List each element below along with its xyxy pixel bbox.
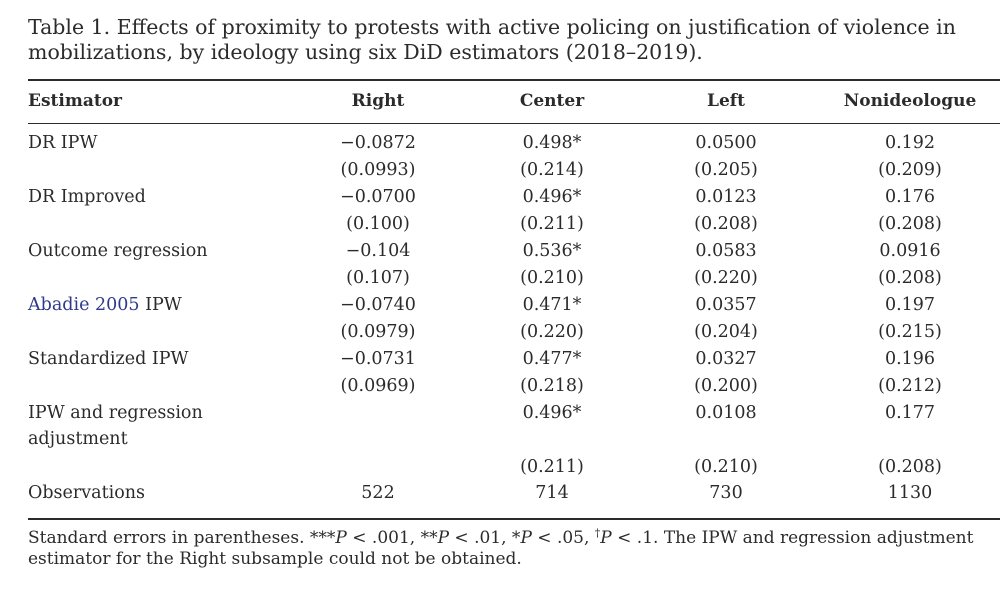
cell-left-se: (0.208) bbox=[694, 214, 758, 234]
cell-right-se: (0.0969) bbox=[340, 376, 416, 396]
header-estimator: Estimator bbox=[28, 91, 122, 111]
row-label: Standardized IPW bbox=[28, 349, 189, 369]
cell-right: −0.104 bbox=[345, 241, 411, 261]
cell-center: 0.496* bbox=[522, 403, 582, 423]
cell-nonideologue: 0.192 bbox=[884, 133, 936, 153]
cell-center: 0.536* bbox=[522, 241, 582, 261]
cell-nonideologue: 0.196 bbox=[884, 349, 936, 369]
cell-left-se: (0.210) bbox=[694, 457, 758, 477]
cell-left: 0.0327 bbox=[695, 349, 757, 369]
cell-left: 0.0108 bbox=[695, 403, 757, 423]
cell-nonideologue: 0.177 bbox=[884, 403, 936, 423]
cell-right: −0.0872 bbox=[340, 133, 416, 153]
cell-left: 0.0123 bbox=[695, 187, 757, 207]
cell-center: 0.471* bbox=[522, 295, 582, 315]
cell-nonideologue-se: (0.208) bbox=[878, 268, 942, 288]
table-header-rule bbox=[28, 123, 1000, 124]
cell-nonideologue-se: (0.215) bbox=[878, 322, 942, 342]
cell-center-se: (0.218) bbox=[520, 376, 584, 396]
header-right: Right bbox=[351, 91, 405, 111]
cell-center: 0.498* bbox=[522, 133, 582, 153]
cell-right-se: (0.107) bbox=[346, 268, 410, 288]
footnote-text: Standard errors in parentheses. *** bbox=[28, 528, 336, 548]
row-label: IPW and regression bbox=[28, 403, 203, 423]
row-label: DR IPW bbox=[28, 133, 98, 153]
cell-left-se: (0.220) bbox=[694, 268, 758, 288]
row-label: Outcome regression bbox=[28, 241, 208, 261]
table-caption: Table 1. Effects of proximity to protests with active policing on justification of violence in mobilizations, by ideology using six DiD estimators (2018–2019). bbox=[28, 15, 956, 64]
cell-left-se: (0.200) bbox=[694, 376, 758, 396]
row-label-suffix: IPW bbox=[139, 295, 182, 315]
footnote-p-symbol: P bbox=[437, 528, 450, 548]
footnote-text: < .05, bbox=[531, 528, 595, 548]
row-label: Observations bbox=[28, 483, 145, 503]
cell-nonideologue: 1130 bbox=[887, 483, 933, 503]
cell-center: 0.496* bbox=[522, 187, 582, 207]
table-bottom-rule bbox=[28, 518, 1000, 520]
cell-nonideologue: 0.176 bbox=[884, 187, 936, 207]
cell-right-se: (0.100) bbox=[346, 214, 410, 234]
footnote-p-symbol: P bbox=[520, 528, 532, 548]
cell-right: −0.0740 bbox=[340, 295, 416, 315]
cell-left-se: (0.204) bbox=[694, 322, 758, 342]
cell-nonideologue-se: (0.209) bbox=[878, 160, 942, 180]
footnote-text: < .01, * bbox=[449, 528, 521, 548]
cell-nonideologue-se: (0.208) bbox=[878, 457, 942, 477]
cell-center-se: (0.214) bbox=[520, 160, 584, 180]
footnote-text: < .1. The IPW and regression adjustment estimator for the Right subsample could not be obtained. bbox=[28, 528, 974, 569]
cell-right: 522 bbox=[361, 483, 395, 503]
cell-right: −0.0731 bbox=[340, 349, 416, 369]
row-label: DR Improved bbox=[28, 187, 146, 207]
cell-left-se: (0.205) bbox=[694, 160, 758, 180]
dagger-symbol: † bbox=[594, 526, 601, 540]
row-label-continued: adjustment bbox=[28, 429, 128, 449]
header-left: Left bbox=[707, 91, 745, 111]
cell-center-se: (0.211) bbox=[520, 457, 584, 477]
cell-right: −0.0700 bbox=[340, 187, 416, 207]
cell-left: 0.0583 bbox=[695, 241, 757, 261]
cell-left: 730 bbox=[709, 483, 743, 503]
cell-nonideologue-se: (0.208) bbox=[878, 214, 942, 234]
cell-center-se: (0.211) bbox=[520, 214, 584, 234]
cell-nonideologue: 0.197 bbox=[884, 295, 936, 315]
cell-nonideologue-se: (0.212) bbox=[878, 376, 942, 396]
cell-center: 714 bbox=[535, 483, 569, 503]
citation-link-abadie-2005[interactable]: Abadie 2005 bbox=[28, 295, 140, 315]
footnote-p-symbol: P bbox=[600, 528, 612, 548]
row-label bbox=[28, 294, 182, 316]
table-footnote bbox=[28, 528, 988, 570]
cell-nonideologue: 0.0916 bbox=[879, 241, 941, 261]
cell-center-se: (0.220) bbox=[520, 322, 584, 342]
footnote-text: < .001, ** bbox=[346, 528, 438, 548]
cell-right-se: (0.0993) bbox=[340, 160, 416, 180]
header-center: Center bbox=[519, 91, 585, 111]
footnote-p-symbol: P bbox=[335, 528, 347, 548]
cell-right-se: (0.0979) bbox=[340, 322, 416, 342]
table-top-rule bbox=[28, 79, 1000, 81]
cell-center-se: (0.210) bbox=[520, 268, 584, 288]
cell-left: 0.0357 bbox=[695, 295, 757, 315]
cell-left: 0.0500 bbox=[695, 133, 757, 153]
cell-center: 0.477* bbox=[522, 349, 582, 369]
header-nonideologue: Nonideologue bbox=[843, 91, 977, 111]
